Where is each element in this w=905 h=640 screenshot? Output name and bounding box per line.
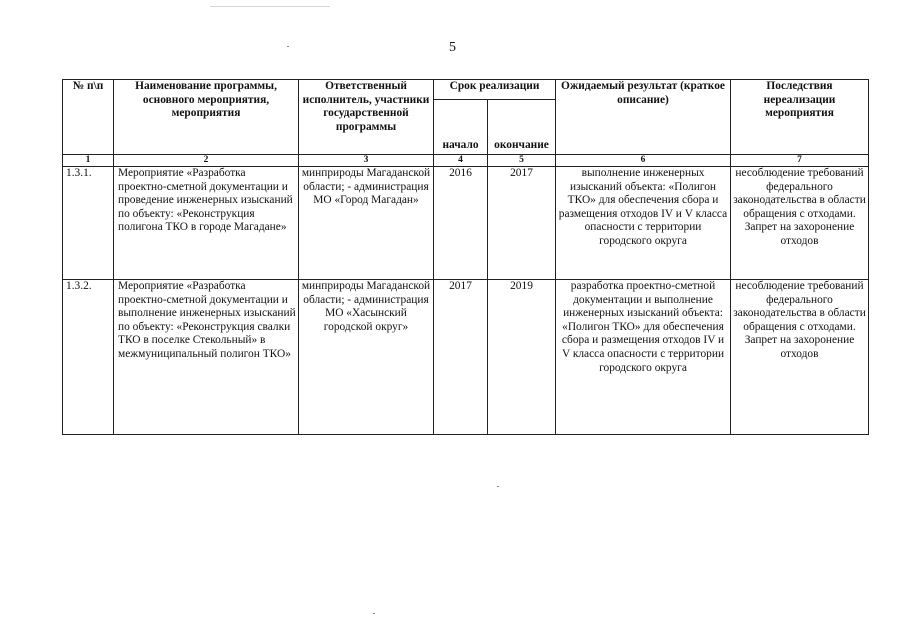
header-name: Наименование программы, основного мероприятия, мероприятия	[114, 80, 299, 155]
column-number: 7	[731, 155, 869, 167]
row-start: 2017	[434, 280, 488, 435]
header-num: № п\п	[63, 80, 114, 155]
row-end: 2017	[488, 167, 556, 280]
row-result: выполнение инженерных изысканий объекта: «Полигон ТКО» для обеспечения сбора и размещения отходов IV и V класса опасности с территории городского округа	[556, 167, 731, 280]
page-number: 5	[449, 40, 456, 55]
row-responsible: минприроды Магаданской области; - администрация МО «Город Магадан»	[299, 167, 434, 280]
row-consequences: несоблюдение требований федерального законодательства в области обращения с отходами. Запрет на захоронение отходов	[731, 167, 869, 280]
row-responsible: минприроды Магаданской области; - администрация МО «Хасынский городской округ»	[299, 280, 434, 435]
header-responsible: Ответственный исполнитель, участники государственной программы	[299, 80, 434, 155]
header-period: Срок реализации	[434, 80, 556, 100]
header-period-end: окончание	[488, 100, 556, 155]
column-number: 3	[299, 155, 434, 167]
scan-speck	[287, 46, 289, 47]
table-header-row	[63, 80, 869, 100]
scan-speck	[373, 613, 375, 614]
column-number: 4	[434, 155, 488, 167]
table-row	[63, 280, 869, 435]
column-number: 2	[114, 155, 299, 167]
row-start: 2016	[434, 167, 488, 280]
header-result: Ожидаемый результат (краткое описание)	[556, 80, 731, 155]
column-number: 5	[488, 155, 556, 167]
row-consequences: несоблюдение требований федерального законодательства в области обращения с отходами. Запрет на захоронение отходов	[731, 280, 869, 435]
row-num: 1.3.2.	[63, 280, 114, 435]
header-period-start: начало	[434, 100, 488, 155]
row-name: Мероприятие «Разработка проектно-сметной документации и выполнение инженерных изысканий по объекту: «Реконструкция свалки ТКО в поселке Стекольный» в межмуниципальный полигон ТКО»	[114, 280, 299, 435]
header-consequences: Последствия нереализации мероприятия	[731, 80, 869, 155]
row-num: 1.3.1.	[63, 167, 114, 280]
column-number: 1	[63, 155, 114, 167]
column-number-row	[63, 155, 869, 167]
program-table	[62, 79, 869, 435]
row-result: разработка проектно-сметной документации и выполнение инженерных изысканий объекта: «Полигон ТКО» для обеспечения сбора и размещения отходов IV и V класса опасности с территории городского округа	[556, 280, 731, 435]
scan-speck	[210, 6, 330, 7]
scan-speck	[497, 486, 499, 487]
table-row	[63, 167, 869, 280]
row-name: Мероприятие «Разработка проектно-сметной документации и проведение инженерных изысканий по объекту: «Реконструкция полигона ТКО в городе Магадане»	[114, 167, 299, 280]
row-end: 2019	[488, 280, 556, 435]
column-number: 6	[556, 155, 731, 167]
